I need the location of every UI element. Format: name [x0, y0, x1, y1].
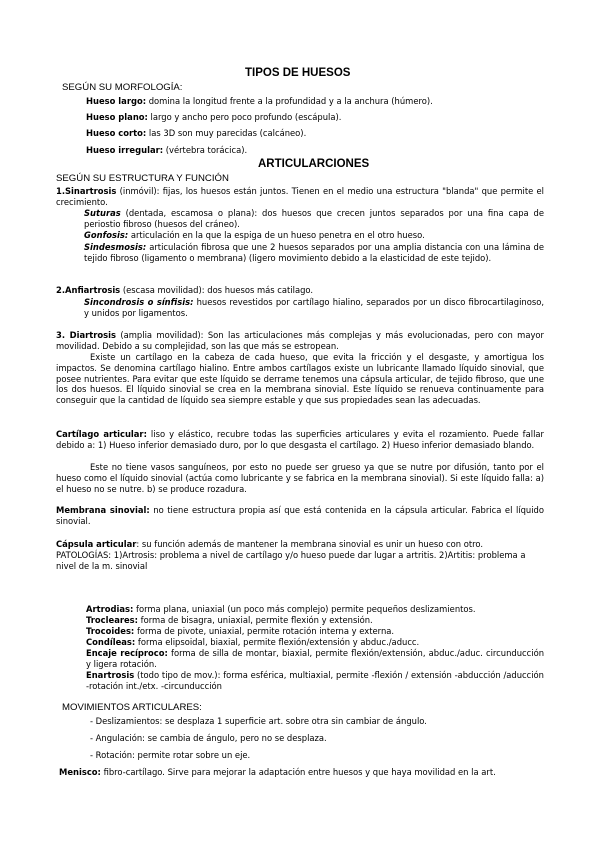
title-tipos-de-huesos: TIPOS DE HUESOS [245, 67, 351, 79]
sinartrosis-paragraph: 1.Sinartrosis (inmóvil): fijas, los huesos están juntos. Tienen en el medio una estructura "blanda" que permite el crecimiento. [56, 186, 544, 207]
morph-item: Hueso irregular: (vértebra torácica). [86, 145, 248, 155]
articulation-type-item: Trocleares: forma de bisagra, uniaxial, permite flexión y extensión. [86, 615, 373, 625]
morph-item: Hueso plano: largo y ancho pero poco profundo (escápula). [86, 112, 342, 122]
heading-morfologia: SEGÚN SU MORFOLOGÍA: [62, 82, 183, 93]
heading-movimientos: MOVIMIENTOS ARTICULARES: [62, 702, 202, 713]
sindesmosis-paragraph: Sindesmosis: articulación fibrosa que une 2 huesos separados por una amplia distancia con una lámina de tejido fibroso (ligamento o membrana) (ligero movimiento debido a la elasticidad de este tejido). [84, 242, 544, 263]
membrana-paragraph: Membrana sinovial: no tiene estructura propia así que está contenida en la cápsula articular. Fabrica el líquido sinovial. [56, 505, 544, 526]
articulation-type-item: Enartrosis (todo tipo de mov.): forma esférica, multiaxial, permite -flexión / extensión -abducción /aducción -rotación int./etx. -circunducción [86, 670, 544, 691]
menisco-paragraph: Menisco: fibro-cartílago. Sirve para mejorar la adaptación entre huesos y que haya movilidad en la art. [59, 767, 496, 777]
suturas-paragraph: Suturas (dentada, escamosa o plana): dos huesos que crecen juntos separados por una fina capa de periostio fibroso (huesos del cráneo). [84, 208, 544, 229]
movement-item: - Deslizamientos: se desplaza 1 superficie art. sobre otra sin cambiar de ángulo. [90, 716, 427, 726]
cartilago-detail-paragraph: Este no tiene vasos sanguíneos, por esto no puede ser grueso ya que se nutre por difusión, tanto por el hueso como el líquido sinovial (actúa como lubricante y se fabrica en la membrana sinovial). Si este líquido falla: a) el hueso no se nutre. b) se produce rozadura. [56, 462, 544, 494]
articulation-type-item: Artrodias: forma plana, uniaxial (un poco más complejo) permite pequeños deslizamientos. [86, 604, 476, 614]
articulation-type-item: Encaje recíproco: forma de silla de montar, biaxial, permite flexión/extensión, abduc./aduc. circunducción y ligera rotación. [86, 648, 544, 669]
heading-estructura-funcion: SEGÚN SU ESTRUCTURA Y FUNCIÓN [56, 173, 229, 184]
cartilago-paragraph: Cartílago articular: liso y elástico, recubre todas las superficies articulares y evita el rozamiento. Puede fallar debido a: 1) Hueso inferior demasiado duro, por lo que desgasta el cartílago. 2) Hueso inferior demasiado blando. [56, 429, 544, 450]
sincondrosis-paragraph: Sincondrosis o sínfisis: huesos revestidos por cartílago hialino, separados por un disco fibrocartilaginoso, y unidos por ligamentos. [84, 297, 544, 318]
morph-item: Hueso largo: domina la longitud frente a la profundidad y a la anchura (húmero). [86, 96, 433, 106]
movement-item: - Angulación: se cambia de ángulo, pero no se desplaza. [90, 733, 327, 743]
gonfosis-paragraph: Gonfosis: articulación en la que la espiga de un hueso penetra en el otro hueso. [84, 230, 425, 240]
diartrosis-detail-paragraph: Existe un cartílago en la cabeza de cada hueso, que evita la fricción y el desgaste, y amortigua los impactos. Se denomina cartílago hialino. Entre ambos cartílagos existe un lubricante llamado líquido sinovial, que posee nutrientes. Para evitar que este líquido se derrame tenemos una cápsula articular, de tejido fibroso, que une los dos huesos. El líquido sinovial se crea en la membrana sinovial. Este líquido se renueva continuamente para conseguir que la cantidad de líquido sea siempre estable y que sus propiedades sean las adecuadas. [56, 352, 544, 406]
movement-item: - Rotación: permite rotar sobre un eje. [90, 750, 251, 760]
capsula-paragraph: Cápsula articular: su función además de mantener la membrana sinovial es unir un hueso con otro. [56, 539, 484, 549]
patologias-paragraph: PATOLOGÍAS: 1)Artrosis: problema a nivel de cartílago y/o hueso puede dar lugar a artritis. 2)Artitis: problema a nivel de la m. sinovial [56, 550, 526, 571]
morph-item: Hueso corto: las 3D son muy parecidas (calcáneo). [86, 128, 307, 138]
articulation-type-item: Condíleas: forma elipsoidal, biaxial, permite flexión/extensión y abduc./aducc. [86, 637, 420, 647]
anfiartrosis-paragraph: 2.Anfiartrosis (escasa movilidad): dos huesos más catilago. [56, 285, 314, 295]
diartrosis-paragraph: 3. Diartrosis (amplia movilidad): Son las articulaciones más complejas y más evolucionadas, pero con mayor movilidad. Debido a su complejidad, son las que más se estropean. [56, 330, 544, 351]
articulation-type-item: Trocoides: forma de pivote, uniaxial, permite rotación interna y externa. [86, 626, 395, 636]
title-articulaciones: ARTICULARCIONES [258, 158, 370, 170]
